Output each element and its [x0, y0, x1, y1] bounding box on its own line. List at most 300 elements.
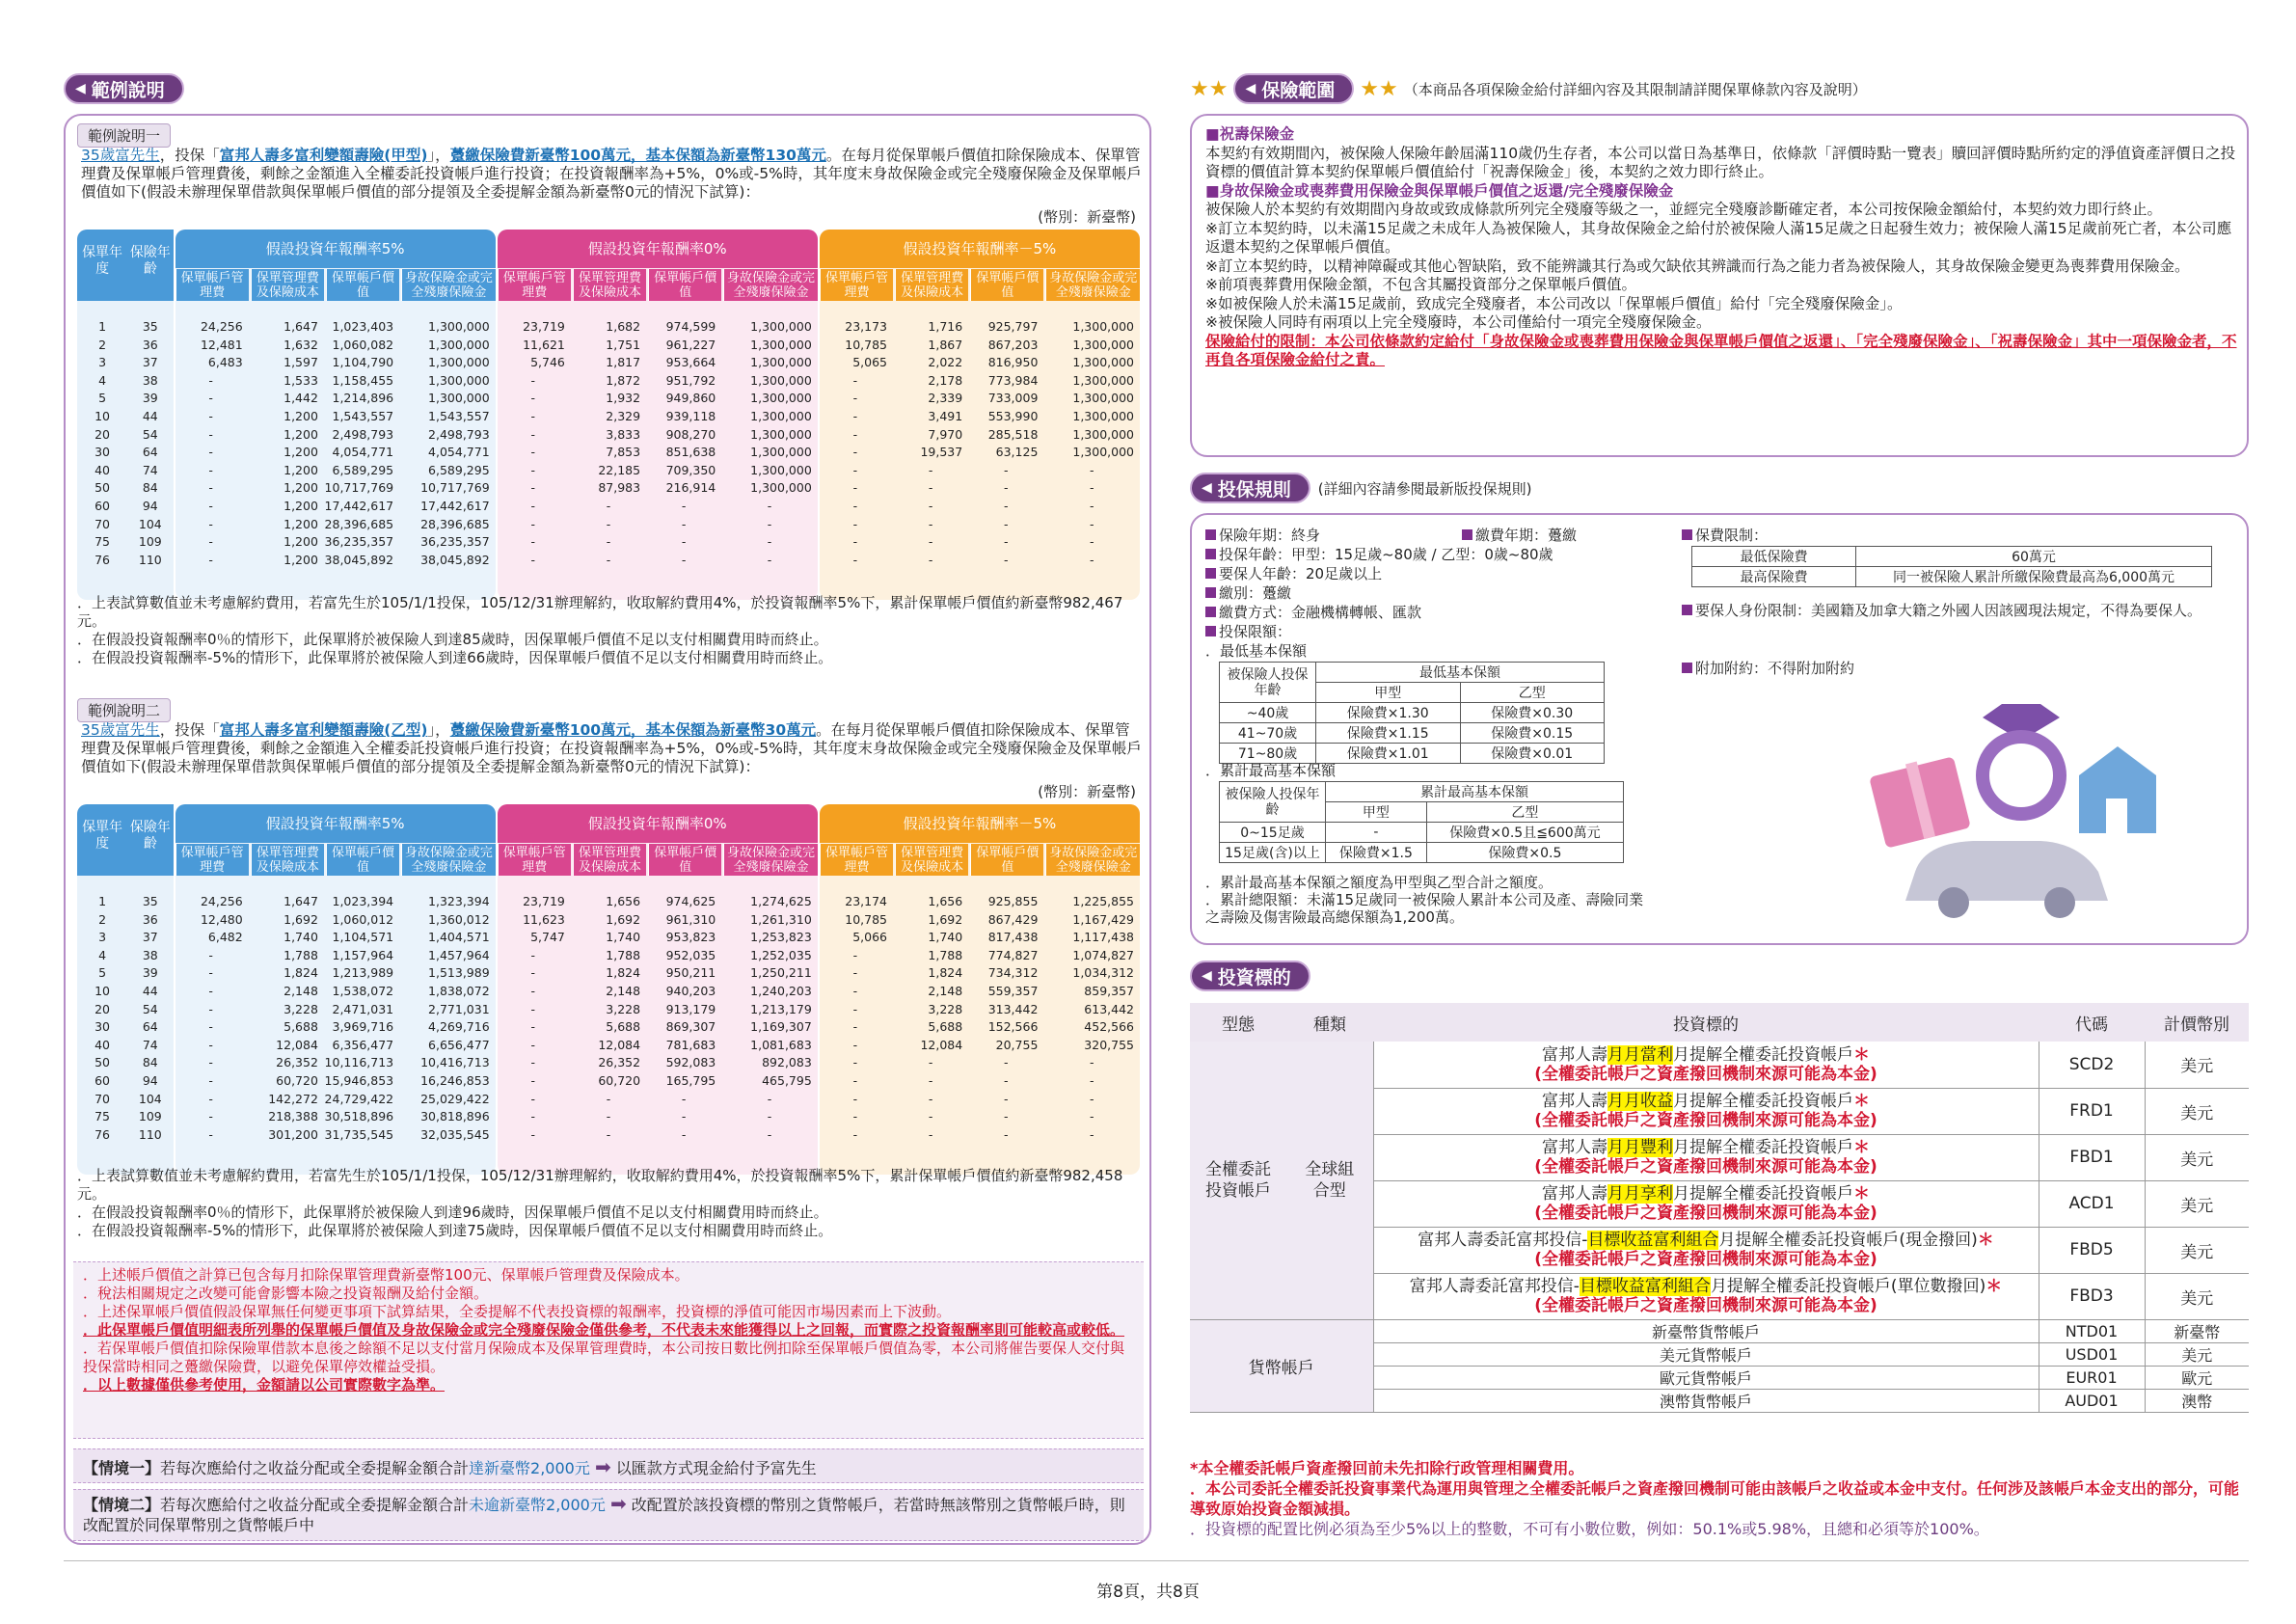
table-cell: 4 [98, 372, 107, 388]
table-cell: 5,688 [606, 1019, 641, 1035]
table-cell: 1,060,082 [332, 337, 394, 352]
table-cell: - [208, 1055, 213, 1070]
table-cell: 974,599 [665, 319, 716, 334]
example2-table [77, 804, 1140, 1175]
table-cell: 6,589,295 [332, 462, 394, 477]
table-cell: - [681, 552, 687, 567]
invest-kind: 全球組合型 [1286, 1042, 1373, 1319]
table-cell: - [852, 426, 858, 442]
table-cell: 6,656,477 [428, 1037, 490, 1052]
table-cell: 1,300,000 [428, 391, 490, 406]
invest-code: FBD3 [2039, 1273, 2145, 1319]
table-cell: 5,746 [530, 355, 565, 370]
table-cell: 1,300,000 [428, 319, 490, 334]
table-row [77, 947, 1140, 965]
table-cell: 1,533 [284, 372, 318, 388]
table-cell: 74 [142, 462, 158, 477]
table-cell: - [852, 1019, 858, 1035]
table-cell: 553,990 [987, 408, 1039, 423]
table-cell: 1,932 [606, 391, 641, 406]
gift-ring-house-car-icon [1867, 698, 2156, 920]
table-subheader: 保單帳戶管理費 [176, 269, 249, 301]
table-cell: - [208, 462, 213, 477]
example1-intro: 35歲富先生，投保「富邦人壽多富利變額壽險(甲型)」，躉繳保險費新臺幣100萬元，基本保額為新臺幣130萬元。在每月從保單帳戶價值扣除保險成本、保單管理費及保單帳戶管理費後，剩餘之金額進入全權委託投資帳戶進行投資；在投資報酬率為+5%，0%或-5%時，其年度末身故保險金或完全殘廢保險金及保單帳戶價值如下(假設未辦理保單借款與保單帳戶價值的部分提領及全委提解金額為新臺幣0元的情況下試算)： [81, 147, 1142, 201]
table-cell: 10,785 [845, 337, 887, 352]
table-cell: 37 [142, 930, 158, 945]
table-cell: 84 [142, 480, 158, 496]
table-cell: 70 [95, 1091, 111, 1106]
star-icon: ★★ [1190, 76, 1229, 101]
table-cell: 23,174 [845, 894, 887, 908]
table-cell: - [208, 983, 213, 998]
table-cell: 64 [142, 1019, 158, 1035]
table-cell: 10,785 [845, 911, 887, 927]
table-cell: 36,235,357 [420, 534, 490, 550]
table-cell: - [208, 1109, 213, 1124]
table-cell: 75 [95, 534, 111, 550]
table-cell: 22,185 [598, 462, 641, 477]
table-cell: - [606, 498, 611, 513]
table-row [77, 1108, 1140, 1126]
table-cell: 961,227 [665, 337, 716, 352]
currency-cell: 美元 [2145, 1342, 2249, 1366]
table-group-header: 假設投資年報酬率5% [176, 230, 496, 268]
table-cell: - [530, 1019, 536, 1035]
table-cell: 5,688 [928, 1019, 963, 1035]
table-row [77, 354, 1140, 372]
table-row [77, 372, 1140, 391]
table-cell: 50 [95, 480, 111, 496]
table-cell: - [928, 552, 933, 567]
table-cell: - [1089, 516, 1094, 531]
table-cell: 953,823 [665, 930, 716, 945]
table-cell: 109 [138, 534, 162, 550]
table-cell: - [530, 1109, 536, 1124]
table-cell: 36 [142, 337, 158, 352]
table-cell: 1,240,203 [750, 983, 812, 998]
table-cell: 925,797 [987, 319, 1039, 334]
table-body [77, 893, 1140, 1144]
table-cell: 961,310 [665, 911, 716, 927]
table-cell: 1,300,000 [750, 355, 812, 370]
invest-type: 全權委託投資帳戶 [1190, 1042, 1286, 1319]
min-amount-table: 被保險人投保年齡 最低基本保額 甲型 乙型 ~40歲 保險費×1.30 保險費×0.30 41~70歲 保險費×1.15 保險費×0.15 71~80歲 保險費×1.01 保險費×0.01 [1219, 662, 1605, 764]
example2-notes: ．上表試算數值並未考慮解約費用，若富先生於105/1/1投保，105/12/31辦理解約，收取解約費用4%，於投資報酬率5%下，累計保單帳戶價值約新臺幣982,458元。 ．在假設投資報酬率0％的情形下，此保單將於被保險人到達96歲時，因保單帳戶價值不足以支付相關費用時而終止。 ．在假設投資報酬率-5%的情形下，此保單將於被保險人到達75歲時，因保單帳戶價值不足以支付相關費用時而終止。 [77, 1167, 1123, 1239]
table-cell: 10,717,769 [324, 480, 394, 496]
invest-target: 富邦人壽委託富邦投信-目標收益富利組合月提解全權委託投資帳戶(現金撥回)＊ (全權委託帳戶之資產撥回機制來源可能為本金) [1373, 1227, 2039, 1273]
table-cell: - [1004, 516, 1009, 531]
table-cell: 816,950 [987, 355, 1039, 370]
table-cell: 3,969,716 [332, 1019, 394, 1035]
table-cell: 452,566 [1084, 1019, 1134, 1035]
table-cell: - [928, 1072, 933, 1088]
table-cell: 1,060,012 [332, 911, 394, 927]
table-cell: 38,045,892 [324, 552, 394, 567]
table-cell: 60 [95, 498, 111, 513]
table-subheader: 身故保險金或完全殘廢保險金 [1045, 844, 1140, 876]
table-row [77, 552, 1140, 570]
table-cell: 94 [142, 498, 158, 513]
table-cell: - [208, 1037, 213, 1052]
table-cell: 4,269,716 [428, 1019, 490, 1035]
table-row [77, 426, 1140, 445]
table-cell: 24,256 [200, 319, 243, 334]
table-cell: 70 [95, 516, 111, 531]
table-cell: 4,054,771 [332, 445, 394, 460]
table-cell: 2,498,793 [332, 426, 394, 442]
invest-currency: 美元 [2145, 1088, 2249, 1134]
table-cell: 5,066 [852, 930, 887, 945]
page-number: 第8頁，共8頁 [1096, 1583, 1200, 1602]
table-cell: - [1004, 1072, 1009, 1088]
table-cell: 974,625 [665, 894, 716, 908]
table-cell: 7,970 [928, 426, 963, 442]
table-cell: - [530, 498, 536, 513]
table-cell: 104 [138, 516, 162, 531]
table-cell: 1,656 [928, 894, 963, 908]
table-subheader: 身故保險金或完全殘廢保險金 [401, 844, 496, 876]
table-subheader: 保單帳戶價值 [326, 844, 399, 876]
table-cell: 1,538,072 [332, 983, 394, 998]
table-cell: 60,720 [598, 1072, 641, 1088]
table-cell: - [681, 1126, 687, 1142]
table-cell: - [928, 516, 933, 531]
table-cell: 774,827 [987, 947, 1039, 962]
table-cell: 12,084 [598, 1037, 641, 1052]
table-cell: - [208, 445, 213, 460]
table-cell: 24,729,422 [324, 1091, 394, 1106]
table-cell: 12,084 [920, 1037, 963, 1052]
table-cell: 939,118 [665, 408, 716, 423]
table-cell: - [530, 480, 536, 496]
table-cell: - [208, 1091, 213, 1106]
table-cell: 1,647 [284, 319, 318, 334]
table-cell: 2,148 [606, 983, 641, 998]
table-group-header: 假設投資年報酬率－5% [820, 804, 1140, 843]
table-cell: 30,818,896 [420, 1109, 490, 1124]
table-cell: - [1089, 1055, 1094, 1070]
table-cell: 1,404,571 [428, 930, 490, 945]
table-cell: 1,157,964 [332, 947, 394, 962]
table-cell: 12,084 [276, 1037, 318, 1052]
invest-code: FRD1 [2039, 1088, 2145, 1134]
table-cell: - [530, 947, 536, 962]
table-cell: 5,688 [284, 1019, 318, 1035]
table-cell: 3,228 [606, 1001, 641, 1016]
table-cell: 6,482 [207, 930, 243, 945]
table-cell: - [852, 947, 858, 962]
example1-currency: (幣別：新臺幣) [1038, 208, 1136, 226]
table-cell: 1,682 [606, 319, 641, 334]
table-cell: 1,023,394 [332, 894, 394, 908]
currency-cell: AUD01 [2039, 1389, 2145, 1412]
table-cell: 1,656 [606, 894, 641, 908]
max-notes: ．累計最高基本保額之額度為甲型與乙型合計之額度。 ．累計總限額：未滿15足歲同一被保險人累計本公司及產、壽險同業之壽險及傷害險最高總保額為1,200萬。 [1205, 874, 1644, 926]
table-subheader: 保單帳戶管理費 [820, 844, 893, 876]
table-cell: - [530, 1126, 536, 1142]
invest-code: SCD2 [2039, 1042, 2145, 1088]
table-cell: 3 [98, 930, 107, 945]
table-cell: 2,771,031 [428, 1001, 490, 1016]
table-cell: 559,357 [987, 983, 1039, 998]
table-cell: 1,788 [284, 947, 318, 962]
situation2: 【情境二】若每次應給付之收益分配或全委提解金額合計未逾新臺幣2,000元 ➡ 改配置於該投資標的幣別之貨幣帳戶，若當時無該幣別之貨幣帳戶時，則改配置於同保單幣別之貨幣帳戶中 [73, 1489, 1144, 1541]
invest-target: 富邦人壽月月當利月提解全權委託投資帳戶＊ (全權委託帳戶之資產撥回機制來源可能為本金) [1373, 1042, 2039, 1088]
table-cell: 6,589,295 [428, 462, 490, 477]
coverage-panel: ■祝壽保險金 本契約有效期間內，被保險人保險年齡屆滿110歲仍生存者，本公司以當日為基準日，依條款「評價時點一覽表」贖回評價時點所約定的淨值資產評價日之投資標的價值計算本契約保單帳戶價值給付「祝壽保險金」後，本契約之效力即行終止。 ■身故保險金或喪葬費用保險金與保單帳戶價值之返還/完全殘廢保險金 被保險人於本契約有效期間內身故或致成條款所列完全殘廢等級之一，並經完全殘廢診斷確定者，本公司按保險金額給付，本契約效力即行終止。 ※訂立本契約時，以未滿15足歲之未成年人為被保險人，其身故保險金之給付於被保險人滿15足歲之日起發生效力；被保險人滿15足歲前死亡者，本公司應返還本契約之保單帳戶價值。 ※訂立本契約時，以精神障礙或其他心智缺陷，致不能辨識其行為或欠缺依其辨識而行為之能力者為被保險人，其身故保險金變更為喪葬費用保險金。 ※前項喪葬費用保險金額，不包含其屬投資部分之保單帳戶價值。 ※如被保險人於未滿15足歲前，致成完全殘廢者，本公司改以「保單帳戶價值」給付「完全殘廢保險金」。 ※被保險人同時有兩項以上完全殘廢時，本公司僅給付一項完全殘廢保險金。 保險給付的限制：本公司依條款約定給付「身故保險金或喪葬費用保險金與保單帳戶價值之返還」、「完全殘廢保險金」、「祝壽保險金」其中一項保險金者，不再負各項保險金給付之責。 [1190, 114, 2249, 457]
table-row [77, 929, 1140, 947]
table-cell: 1,300,000 [1072, 426, 1134, 442]
table-cell: 1 [98, 894, 107, 908]
table-cell: - [1089, 498, 1094, 513]
table-cell: 1,692 [928, 911, 963, 927]
star-icon: ★★ [1360, 76, 1398, 101]
footnote: ．稅法相關規定之改變可能會影響本險之投資報酬及給付金額。 [83, 1285, 489, 1302]
table-cell: 320,755 [1084, 1037, 1134, 1052]
table-subheader: 保單帳戶管理費 [820, 269, 893, 301]
currency-cell: 歐元貨幣帳戶 [1373, 1366, 2039, 1389]
currency-row [1190, 1319, 2249, 1342]
table-row [77, 964, 1140, 983]
footnote: ．此保單帳戶價值明細表所列舉的保單帳戶價值及身故保險金或完全殘廢保險金僅供參考，不代表未來能獲得以上之回報，而實際之投資報酬率則可能較高或較低。 [83, 1321, 1125, 1339]
invest-target: 富邦人壽月月享利月提解全權委託投資帳戶＊ (全權委託帳戶之資產撥回機制來源可能為本金) [1373, 1180, 2039, 1227]
table-cell: - [1004, 1091, 1009, 1106]
invest-table-wrap [1190, 1003, 2249, 1456]
table-cell: 1 [98, 319, 107, 334]
table-cell: 1,300,000 [1072, 337, 1134, 352]
table-cell: 1,300,000 [750, 462, 812, 477]
table-cell: 1,167,429 [1072, 911, 1134, 927]
footnote: ．若保單帳戶價值扣除保險單借款本息後之餘額不足以支付當月保險成本及保單管理費時，本公司按日數比例扣除至保單帳戶價值為零，本公司將催告要保人交付與投保當時相同之躉繳保險費，以避免保單停效權益受損。 [83, 1340, 1125, 1375]
example2-title: 範例說明二 [77, 698, 171, 722]
table-cell: 5,065 [852, 355, 887, 370]
table-cell: - [1089, 1072, 1094, 1088]
table-cell: 23,719 [523, 894, 565, 908]
table-cell: 1,104,571 [332, 930, 394, 945]
table-cell: 1,074,827 [1072, 947, 1134, 962]
table-cell: - [681, 1091, 687, 1106]
premium-limit-table: 最低保險費 60萬元 最高保險費 同一被保險人累計所繳保險費最高為6,000萬元 [1691, 546, 2212, 587]
table-cell: - [1089, 1109, 1094, 1124]
table-cell: 1,716 [928, 319, 963, 334]
table-subheader: 保單管理費及保險成本 [573, 844, 646, 876]
table-cell: 5 [98, 391, 107, 406]
table-cell: 60,720 [276, 1072, 318, 1088]
table-cell: 63,125 [995, 445, 1039, 460]
table-cell: 218,388 [268, 1109, 318, 1124]
table-subheader: 保單帳戶管理費 [498, 269, 571, 301]
table-cell: 908,270 [665, 426, 716, 442]
table-cell: - [928, 462, 933, 477]
table-cell: 2 [98, 911, 107, 927]
table-cell: - [208, 1019, 213, 1035]
table-cell: 1,323,394 [428, 894, 490, 908]
table-cell: - [208, 408, 213, 423]
table-cell: 1,740 [606, 930, 641, 945]
table-group-header: 假設投資年報酬率0% [498, 804, 818, 843]
table-cell: 11,621 [523, 337, 565, 352]
table-cell: 1,597 [284, 355, 318, 370]
table-cell: 817,438 [987, 930, 1039, 945]
table-cell: - [852, 534, 858, 550]
table-cell: 36,235,357 [324, 534, 394, 550]
table-cell: 10 [95, 983, 111, 998]
table-cell: - [1089, 552, 1094, 567]
table-cell: - [928, 534, 933, 550]
table-row [77, 911, 1140, 930]
coverage-header: ★★ ◀ 保險範圍 ★★ （本商品各項保險金給付詳細內容及其限制請詳閱保單條款內容及說明） [1190, 73, 1867, 104]
table-cell: 1,300,000 [428, 337, 490, 352]
table-header-col_year: 保單年度 [82, 820, 123, 852]
table-cell: - [208, 426, 213, 442]
table-cell: 1,300,000 [1072, 391, 1134, 406]
table-cell: 1,300,000 [750, 445, 812, 460]
table-cell: - [530, 983, 536, 998]
table-cell: 38 [142, 947, 158, 962]
table-cell: - [681, 498, 687, 513]
table-cell: 32,035,545 [420, 1126, 490, 1142]
table-cell: 40 [95, 1037, 111, 1052]
table-cell: 7,853 [606, 445, 641, 460]
table-row [77, 1072, 1140, 1091]
table-cell: 1,117,438 [1072, 930, 1134, 945]
example1-notes: ．上表試算數值並未考慮解約費用，若富先生於105/1/1投保，105/12/31辦理解約，收取解約費用4%，於投資報酬率5%下，累計保單帳戶價值約新臺幣982,467元。 ．在假設投資報酬率0％的情形下，此保單將於被保險人到達85歲時，因保單帳戶價值不足以支付相關費用時而終止。 ．在假設投資報酬率-5%的情形下，此保單將於被保險人到達66歲時，因保單帳戶價值不足以支付相關費用時而終止。 [77, 594, 1123, 666]
rider: 附加附約：不得附加附約 [1682, 660, 1854, 677]
table-cell: - [208, 516, 213, 531]
table-group-header: 假設投資年報酬率5% [176, 804, 496, 843]
table-cell: 953,664 [665, 355, 716, 370]
table-cell: 1,200 [284, 426, 318, 442]
invest-target: 富邦人壽委託富邦投信-目標收益富利組合月提解全權委託投資帳戶(單位數撥回)＊ (全權委託帳戶之資產撥回機制來源可能為本金) [1373, 1273, 2039, 1319]
table-cell: 285,518 [987, 426, 1039, 442]
table-cell: 1,300,000 [1072, 355, 1134, 370]
table-cell: - [1089, 534, 1094, 550]
table-cell: - [530, 445, 536, 460]
table-cell: 1,457,964 [428, 947, 490, 962]
currency-cell: 澳幣貨幣帳戶 [1373, 1389, 2039, 1412]
table-row [77, 1018, 1140, 1037]
table-cell: 2,148 [928, 983, 963, 998]
table-group-header: 假設投資年報酬率0% [498, 230, 818, 268]
table-cell: 1,300,000 [750, 319, 812, 334]
table-cell: 44 [142, 983, 158, 998]
table-cell: 17,442,617 [324, 498, 394, 513]
currency-cell: 新臺幣 [2145, 1319, 2249, 1342]
table-row [77, 516, 1140, 534]
table-cell: 19,537 [920, 445, 963, 460]
table-cell: 2,148 [284, 983, 318, 998]
table-subheader: 保單帳戶價值 [648, 269, 721, 301]
table-cell: - [530, 1072, 536, 1088]
invest-code: FBD5 [2039, 1227, 2145, 1273]
table-cell: 1,213,989 [332, 965, 394, 981]
table-cell: - [208, 498, 213, 513]
table-cell: 30,518,896 [324, 1109, 394, 1124]
table-cell: - [928, 1126, 933, 1142]
table-cell: 16,246,853 [420, 1072, 490, 1088]
table-subheader: 保單帳戶管理費 [176, 844, 249, 876]
table-cell: 1,225,855 [1072, 894, 1134, 908]
table-cell: 2,339 [928, 391, 963, 406]
table-cell: 1,214,896 [332, 391, 394, 406]
table-cell: 1,300,000 [1072, 319, 1134, 334]
table-cell: 951,792 [665, 372, 716, 388]
table-cell: - [208, 947, 213, 962]
table-cell: - [530, 552, 536, 567]
table-cell: 104 [138, 1091, 162, 1106]
table-cell: - [208, 534, 213, 550]
table-row [77, 1054, 1140, 1072]
table-cell: 734,312 [987, 965, 1039, 981]
table-cell: 152,566 [987, 1019, 1039, 1035]
table-body [77, 318, 1140, 569]
table-cell: 17,442,617 [420, 498, 490, 513]
table-cell: 1,158,455 [332, 372, 394, 388]
table-cell: - [530, 462, 536, 477]
table-cell: 6,356,477 [332, 1037, 394, 1052]
example-panel [64, 114, 1151, 1545]
table-cell: - [852, 408, 858, 423]
table-cell: 12,481 [200, 337, 243, 352]
table-cell: - [852, 965, 858, 981]
table-cell: 1,104,790 [332, 355, 394, 370]
table-cell: - [767, 1126, 772, 1142]
table-cell: 1,300,000 [750, 408, 812, 423]
table-cell: - [208, 1001, 213, 1016]
table-cell: 5 [98, 965, 107, 981]
table-cell: 1,213,179 [750, 1001, 812, 1016]
table-cell: - [530, 1037, 536, 1052]
table-cell: - [852, 372, 858, 388]
table-cell: 1,200 [284, 516, 318, 531]
table-cell: 1,872 [606, 372, 641, 388]
table-cell: 867,429 [987, 911, 1039, 927]
table-cell: 1,034,312 [1072, 965, 1134, 981]
table-cell: 23,719 [523, 319, 565, 334]
table-cell: 10 [95, 408, 111, 423]
table-cell: 2,178 [928, 372, 963, 388]
table-cell: - [530, 372, 536, 388]
invest-header: ◀ 投資標的 [1190, 961, 1310, 991]
table-cell: - [1089, 1126, 1094, 1142]
currency-cell: NTD01 [2039, 1319, 2145, 1342]
table-cell: - [767, 534, 772, 550]
table-cell: 1,253,823 [750, 930, 812, 945]
table-cell: 38 [142, 372, 158, 388]
invest-currency: 美元 [2145, 1134, 2249, 1180]
table-cell: - [681, 534, 687, 550]
table-cell: 216,914 [665, 480, 716, 496]
table-cell: - [1004, 498, 1009, 513]
table-cell: 76 [95, 552, 111, 567]
table-cell: 26,352 [276, 1055, 318, 1070]
table-subheader: 身故保險金或完全殘廢保險金 [1045, 269, 1140, 301]
table-subheader: 身故保險金或完全殘廢保險金 [723, 269, 818, 301]
table-cell: - [852, 498, 858, 513]
table-cell: - [1004, 1126, 1009, 1142]
table-cell: 15,946,853 [324, 1072, 394, 1088]
invest-target: 富邦人壽月月收益月提解全權委託投資帳戶＊ (全權委託帳戶之資產撥回機制來源可能為本金) [1373, 1088, 2039, 1134]
table-subheader: 保單管理費及保險成本 [573, 269, 646, 301]
currency-cell: 美元貨幣帳戶 [1373, 1342, 2039, 1366]
table-row [77, 462, 1140, 480]
table-cell: 54 [142, 1001, 158, 1016]
invest-table: 型態 種類 投資標的 代碼 計價幣別 全權委託投資帳戶 全球組合型 富邦人壽月月當利月提解全權委託投資帳戶＊ (全權委託帳戶之資產撥回機制來源可能為本金) SCD2 美元 富邦人壽月月收益月提解全權委託投資帳戶＊ (全權委託帳戶之資產撥回機制來源可能為本金) FRD1 美元 富邦人壽月月豐利月提解全權委託投資帳戶＊ (全權委託帳戶之資產撥回機制來源可能為本金) FBD1 美元 富邦人壽月月享利月提解全權委託投資帳戶＊ (全權委託帳戶之資產撥回機制來源可能為本金) ACD1 美元 富邦人壽委託富邦投信-目標收益富利組合月提解全權委託投資帳戶(現金撥回)＊ (全權委託帳戶之資產撥回機制來源可能為本金) FBD5 美元 富邦人壽委託富邦投信-目標收益富利組合月提解全權委託投資帳戶(單位數撥回)＊ (全權委託帳戶之資產撥回機制來源可能為本金) FBD3 美元 貨幣帳戶 新臺幣貨幣帳戶 NTD01 新臺幣 美元貨幣帳戶 USD01 美元 歐元貨幣帳戶 EUR01 歐元 澳幣貨幣帳戶 AUD01 澳幣 [1190, 1003, 2249, 1413]
table-cell: - [852, 516, 858, 531]
footer-rule [64, 1560, 2249, 1561]
table-subheader: 保單管理費及保險成本 [251, 844, 324, 876]
table-cell: 28,396,685 [324, 516, 394, 531]
